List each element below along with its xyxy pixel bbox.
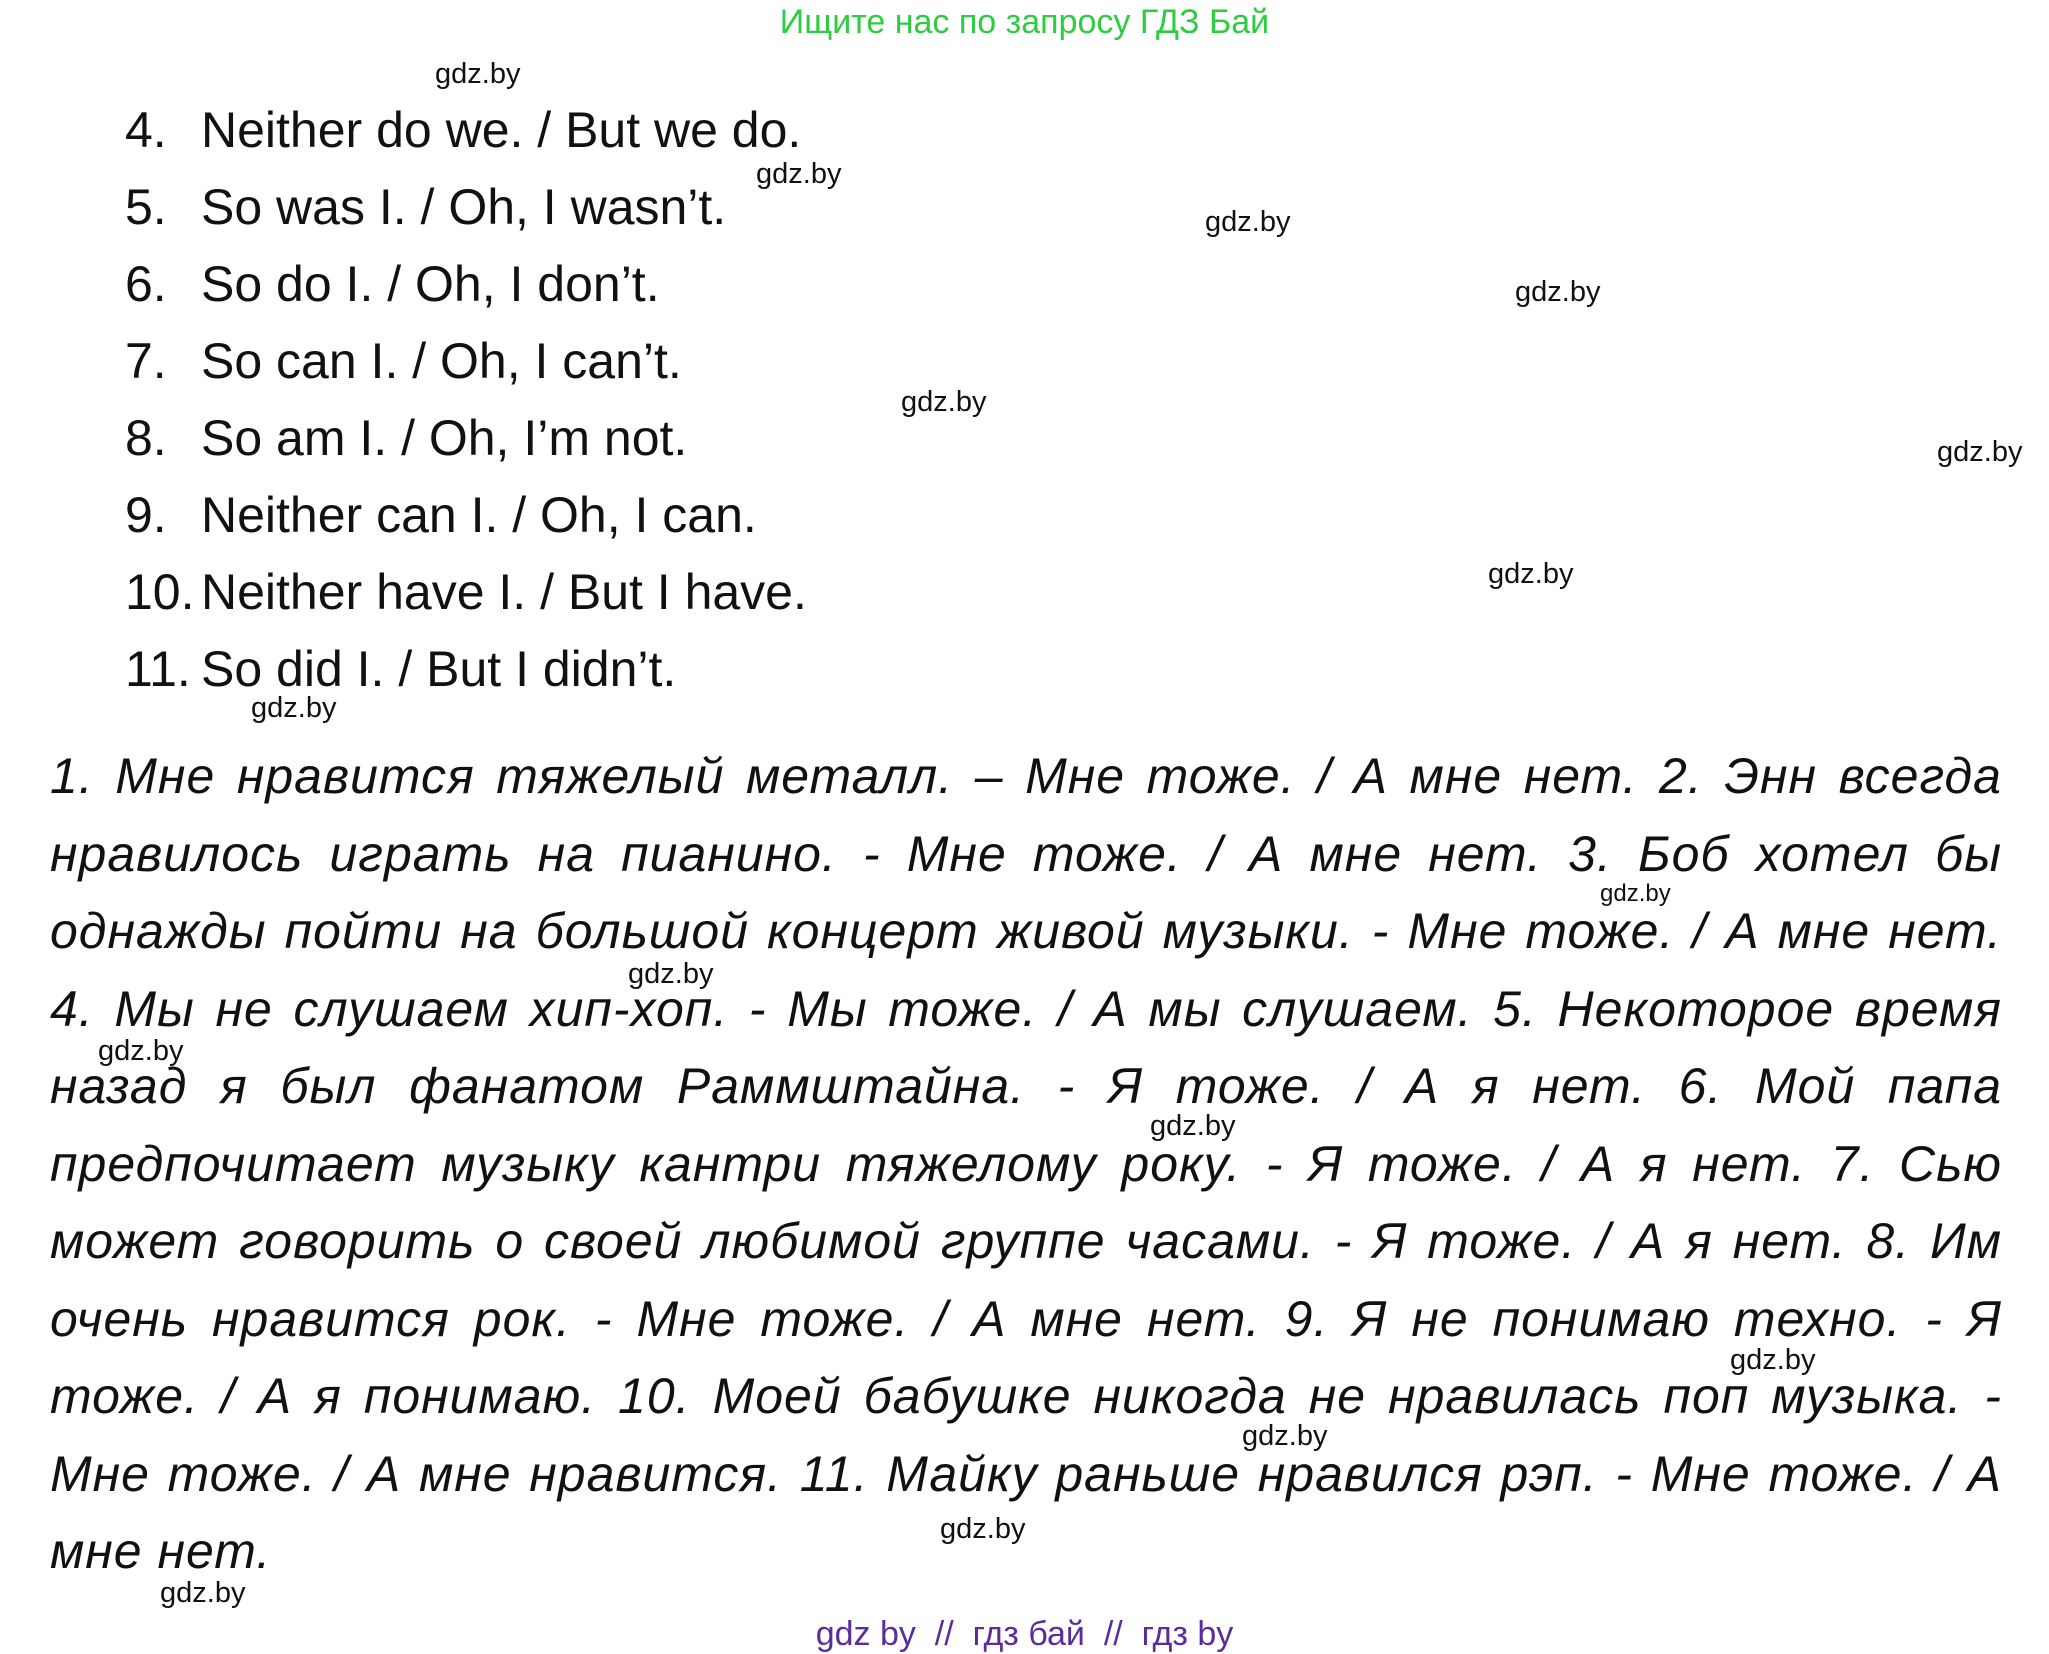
watermark: gdz.by: [1150, 1110, 1236, 1142]
watermark: gdz.by: [435, 58, 521, 90]
answer-text: So am I. / Oh, I’m not.: [201, 410, 688, 466]
answer-text: Neither do we. / But we do.: [201, 102, 802, 158]
answer-number: 8.: [125, 410, 167, 466]
answer-number: 9.: [125, 487, 167, 543]
watermark: gdz.by: [628, 958, 714, 990]
watermark: gdz.by: [1730, 1344, 1816, 1376]
watermark: gdz.by: [251, 692, 337, 724]
answer-text: Neither can I. / Oh, I can.: [201, 487, 757, 543]
watermark: gdz.by: [1937, 436, 2023, 468]
answer-text: So do I. / Oh, I don’t.: [201, 256, 660, 312]
header-search-link[interactable]: Ищите нас по запросу ГДЗ Бай: [779, 3, 1270, 41]
answer-item: [125, 477, 807, 554]
watermark: gdz.by: [1205, 206, 1291, 238]
answer-text: So can I. / Oh, I can’t.: [201, 333, 682, 389]
answer-number: 6.: [125, 256, 167, 312]
answer-item: [125, 169, 807, 246]
footer-links[interactable]: gdz by // гдз бай // гдз by: [815, 1615, 1234, 1653]
answer-item: [125, 246, 807, 323]
answer-item: [125, 631, 807, 708]
answer-item: [125, 323, 807, 400]
watermark: gdz.by: [901, 386, 987, 418]
answer-item: [125, 554, 807, 631]
watermark: gdz.by: [160, 1577, 246, 1609]
answer-item: [125, 92, 807, 169]
answer-number: 5.: [125, 179, 167, 235]
watermark: gdz.by: [1600, 880, 1671, 907]
answer-item: [125, 400, 807, 477]
answer-text: Neither have I. / But I have.: [201, 564, 807, 620]
watermark: gdz.by: [98, 1035, 184, 1067]
answer-number: 10.: [125, 564, 195, 620]
answer-number: 11.: [125, 641, 191, 697]
watermark: gdz.by: [1515, 276, 1601, 308]
watermark: gdz.by: [940, 1513, 1026, 1545]
answer-text: So was I. / Oh, I wasn’t.: [201, 179, 727, 235]
watermark: gdz.by: [1242, 1420, 1328, 1452]
answer-number: 7.: [125, 333, 167, 389]
answers-list: [125, 92, 807, 708]
answer-text: So did I. / But I didn’t.: [201, 641, 677, 697]
translation-paragraph: 1. Мне нравится тяжелый металл. – Мне тоже. / А мне нет. 2. Энн всегда нравилось играть на пианино. - Мне тоже. / А мне нет. 3. Боб хотел бы однажды пойти на большой концерт живой музыки. - Мне тоже. / А мне нет. 4. Мы не слушаем хип-хоп. - Мы тоже. / А мы слушаем. 5. Некоторое время назад я был фанатом Раммштайна. - Я тоже. / А я нет. 6. Мой папа предпочитает музыку кантри тяжелому року. - Я тоже. / А я нет. 7. Сью может говорить о своей любимой группе часами. - Я тоже. / А я нет. 8. Им очень нравится рок. - Мне тоже. / А мне нет. 9. Я не понимаю техно. - Я тоже. / А я понимаю. 10. Моей бабушке никогда не нравилась поп музыка. - Мне тоже. / А мне нравится. 11. Майку раньше нравился рэп. - Мне тоже. / А мне нет.: [50, 748, 2002, 1579]
answer-number: 4.: [125, 102, 167, 158]
watermark: gdz.by: [756, 158, 842, 190]
watermark: gdz.by: [1488, 558, 1574, 590]
